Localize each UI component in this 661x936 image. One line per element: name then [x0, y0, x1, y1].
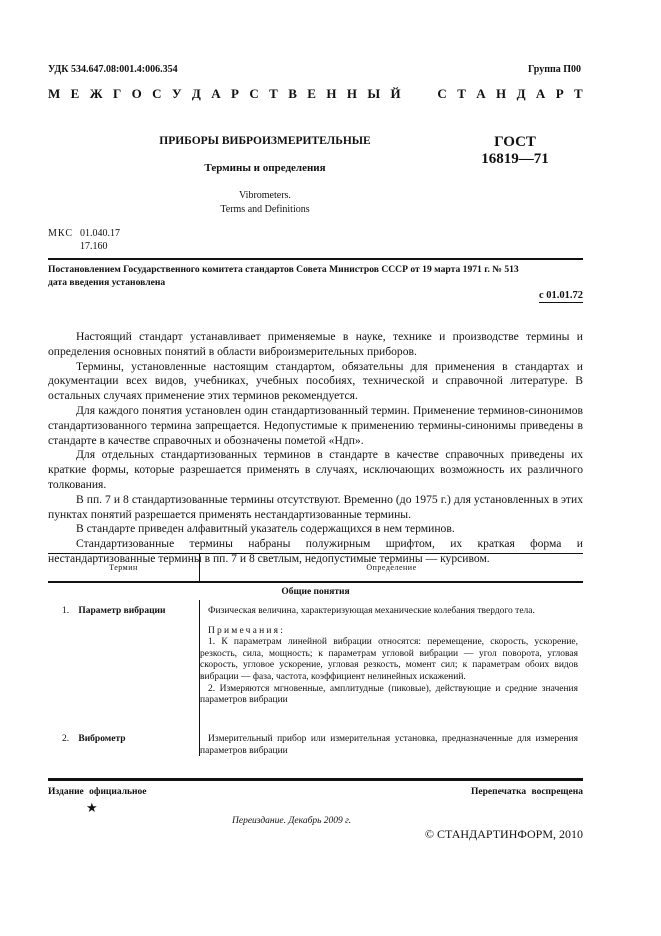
word-gap [411, 86, 427, 102]
heading-letter: С [249, 86, 259, 101]
definition-text: Физическая величина, характеризующая механические колебания твердого тела. [208, 606, 535, 616]
section-title: Общие понятия [281, 587, 350, 597]
heading-letter: О [131, 86, 142, 101]
heading-letter: А [211, 86, 221, 101]
reissue-note: Переиздание. Декабрь 2009 г. [232, 816, 352, 826]
intro-paragraph: Термины, установленные настоящим стандартом, обязательны для применения в стандартах и документации всех видов, учебниках, учебных пособиях, технической и справочной литературе. В остальных случаях применение этих терминов рекомендуется. [48, 359, 583, 403]
heading-letter: Т [269, 86, 278, 101]
term-number: 2. [62, 734, 70, 744]
gost-designation [470, 134, 560, 168]
heading-letter: Т [574, 86, 583, 101]
gost-number: 16819—71 [481, 151, 549, 167]
official-edition-label: Издание официальное [48, 787, 147, 797]
intro-paragraph: Для каждого понятия установлен один стандартизованный термин. Применение терминов-синонимов стандартизованного термина запрещается. Недопустимые к применению термины-синонимы приведены в стандарте в качестве справочных и обозначены пометой «Ндп». [48, 403, 583, 447]
heading-letter: Е [70, 86, 80, 101]
table-header [48, 553, 583, 583]
column-header-definition: Определение [366, 563, 417, 572]
heading-letter: Т [457, 86, 466, 101]
heading-letter: А [535, 86, 546, 101]
heading-letter: Д [516, 86, 526, 101]
heading-letter: Е [307, 86, 316, 101]
heading-letter: М [48, 86, 61, 101]
decree-line: дата введения установлена [48, 277, 166, 288]
interstate-standard-heading [48, 86, 583, 102]
document-subtitle: Термины и определения [204, 162, 326, 174]
note-item: 1. К параметрам линейной вибрации относятся: перемещение, скорость, ускорение, резкость, сила, мощность; к параметрам угловой вибрации — угол поворота, угловая скорость, угловое ускорение, угловая резкость, момент сил; к параметрам обоих видов вибрации — фаза, частота, коэффициент нелинейных искажений. [200, 637, 578, 682]
definition-1 [200, 606, 578, 707]
heading-letter: Н [346, 86, 357, 101]
heading-letter: А [476, 86, 486, 101]
column-header-term: Термин [48, 554, 200, 581]
intro-paragraph: Для отдельных стандартизованных терминов в стандарте в качестве справочных приведены их краткие формы, которые разрешается применять в случаях, исключающих возможность их различного толкования. [48, 448, 583, 491]
definition-text: Измерительный прибор или измерительная установка, предназначенные для измерения параметров вибрации [200, 734, 578, 756]
heading-letter: Н [496, 86, 507, 101]
mks-label: МКС [48, 228, 73, 239]
intro-text [48, 330, 583, 567]
intro-paragraph: В стандарте приведен алфавитный указатель содержащихся в нем терминов. [76, 522, 455, 536]
notes-title: Примечания: [208, 625, 286, 636]
heading-letter: У [171, 86, 182, 101]
decree-line: Постановлением Государственного комитета стандартов Совета Министров СССР от 19 марта 1971 г. № 513 [48, 264, 519, 275]
heading-letter: Н [326, 86, 337, 101]
term-name: Параметр вибрации [78, 606, 166, 616]
group-code: Группа П00 [528, 64, 581, 75]
heading-letter: Г [112, 86, 122, 101]
english-title-line1: Vibrometers. [239, 190, 291, 201]
term-1 [62, 606, 166, 616]
heading-letter: С [437, 86, 447, 101]
heading-letter: Р [231, 86, 239, 101]
heading-letter: Й [390, 86, 401, 101]
mks-code: 01.040.17 [80, 228, 120, 239]
heading-letter: Р [555, 86, 564, 101]
intro-paragraph: Стандартизованные термины набраны полужирным шрифтом, их краткая форма и нестандартизованные термины в пп. 7 и 8 светлым, недопустимые термины — курсивом. [48, 537, 583, 565]
english-title-line2: Terms and Definitions [220, 204, 310, 215]
mks-code: 17.160 [80, 241, 108, 252]
heading-letter: В [288, 86, 297, 101]
footer-rule [48, 778, 583, 781]
star-icon: ★ [86, 800, 98, 815]
document-title: ПРИБОРЫ ВИБРОИЗМЕРИТЕЛЬНЫЕ [159, 135, 371, 147]
divider-rule [48, 258, 583, 260]
copyright-notice: © СТАНДАРТИНФОРМ, 2010 [424, 827, 583, 841]
term-number: 1. [62, 606, 70, 616]
decree-text [48, 263, 588, 289]
gost-label: ГОСТ [494, 134, 536, 150]
note-item: 2. Измеряются мгновенные, амплитудные (пиковые), действующие и средние значения параметров вибрации [200, 683, 578, 706]
heading-letter: Д [191, 86, 201, 101]
term-name: Виброметр [78, 734, 126, 744]
term-2 [62, 734, 126, 744]
heading-letter: Ы [367, 86, 381, 101]
intro-paragraph: Настоящий стандарт устанавливает применяемые в науке, технике и производстве термины и определения основных понятий в области виброизмерительных приборов. [48, 330, 583, 358]
reprint-prohibited-label: Перепечатка воспрещена [470, 787, 583, 797]
definition-2 [200, 734, 578, 757]
effective-date: с 01.01.72 [538, 290, 583, 301]
udk-code: УДК 534.647.08:001.4:006.354 [48, 64, 178, 75]
heading-letter: Ж [89, 86, 103, 101]
intro-paragraph: В пп. 7 и 8 стандартизованные термины отсутствуют. Временно (до 1975 г.) для установленных в этих пунктах понятий разрешается применять нестандартизованные термины. [48, 492, 583, 521]
heading-letter: С [152, 86, 162, 101]
